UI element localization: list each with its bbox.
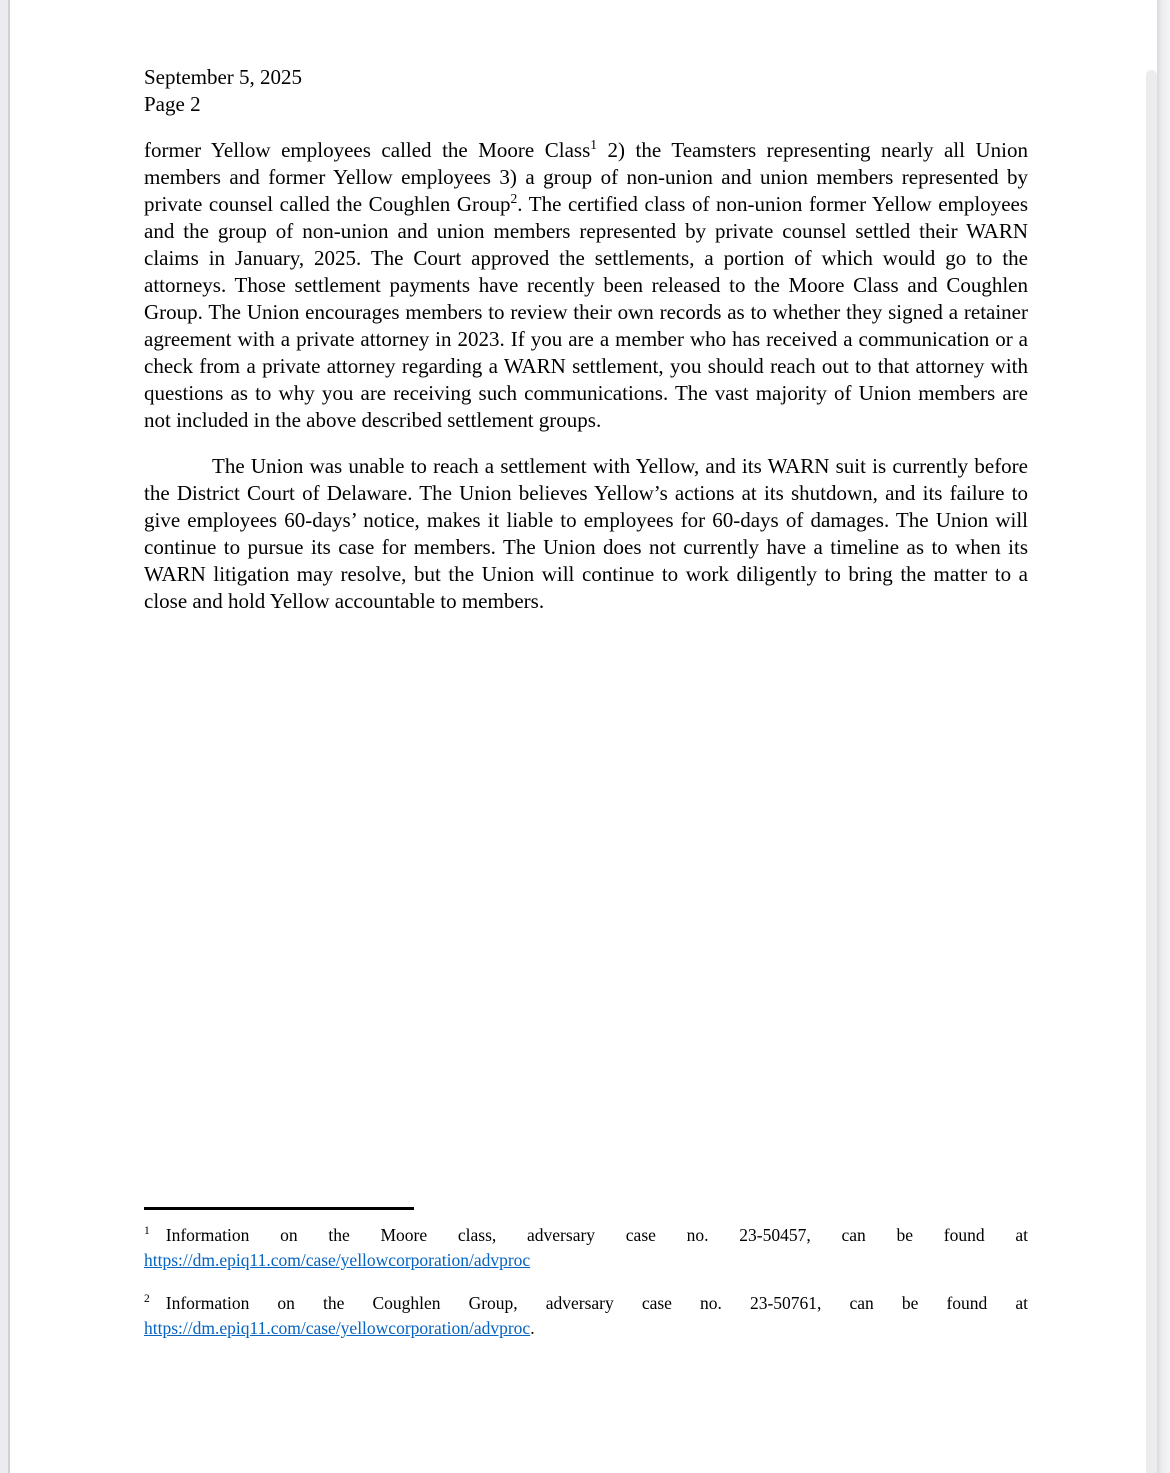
body-paragraph-2: The Union was unable to reach a settlement with Yellow, and its WARN suit is currently before the District Court of Delaware. The Union believes Yellow’s actions at its shutdown, and its failure to give employees 60-days’ notice, makes it liable to employees for 60-days of damages. The Union will continue to pursue its case for members. The Union does not currently have a timeline as to when its WARN litigation may resolve, but the Union will continue to work diligently to bring the matter to a close and hold Yellow accountable to members.	[144, 454, 1028, 613]
footnote-reference-2: 2	[510, 191, 518, 206]
paragraph-text: former Yellow employees called the Moore Class	[144, 138, 591, 162]
page-left-edge	[0, 0, 10, 1473]
footnote-2-suffix: .	[530, 1318, 535, 1338]
letter-content	[144, 64, 1028, 615]
scrollbar-thumb[interactable]	[1146, 70, 1157, 1473]
page-right-edge	[1157, 0, 1170, 1473]
footnotes-section	[144, 1207, 1028, 1341]
paragraph-text: . The certified class of non-union former Yellow employees and the group of non-union and union members represented by private counsel settled their WARN claims in January, 2025. The Court approved the settlements, a portion of which would go to the attorneys. Those settlement payments have recently been released to the Moore Class and Coughlen Group. The Union encourages members to review their own records as to whether they signed a retainer agreement with a private attorney in 2023. If you are a member who has received a communication or a check from a private attorney regarding a WARN settlement, you should reach out to that attorney with questions as to why you are receiving such communications. The vast majority of Union members are not included in the above described settlement groups.	[144, 192, 1029, 432]
footnote-2: 2 Information on the Coughlen Group, adversary case no. 23-50761, can be found at https://dm.epiq11.com/case/yellowcorporation/advproc.	[144, 1293, 1028, 1338]
letter-date: September 5, 2025	[144, 65, 303, 89]
page-number-label: Page 2	[144, 92, 201, 116]
paragraph-text: 2) the Teamsters representing nearly all Union members and former Yellow employees 3) a group of non-union and union members represented by private counsel called the Coughlen Group	[144, 138, 1028, 216]
footnote-1: 1 Information on the Moore class, adversary case no. 23-50457, can be found at https://dm.epiq11.com/case/yellowcorporation/advproc	[144, 1225, 1028, 1270]
footnote-1-text: Information on the Moore class, adversary case no. 23-50457, can be found at	[165, 1225, 1028, 1245]
footnote-reference-1: 1	[590, 137, 598, 152]
footnote-2-link[interactable]: https://dm.epiq11.com/case/yellowcorporation/advproc	[144, 1318, 531, 1338]
body-paragraph-1	[144, 137, 1028, 434]
footnote-2-text: Information on the Coughlen Group, adversary case no. 23-50761, can be found at	[165, 1293, 1028, 1313]
footnote-1-link[interactable]: https://dm.epiq11.com/case/yellowcorporation/advproc	[144, 1250, 531, 1270]
footnote-separator-rule	[144, 1207, 414, 1210]
